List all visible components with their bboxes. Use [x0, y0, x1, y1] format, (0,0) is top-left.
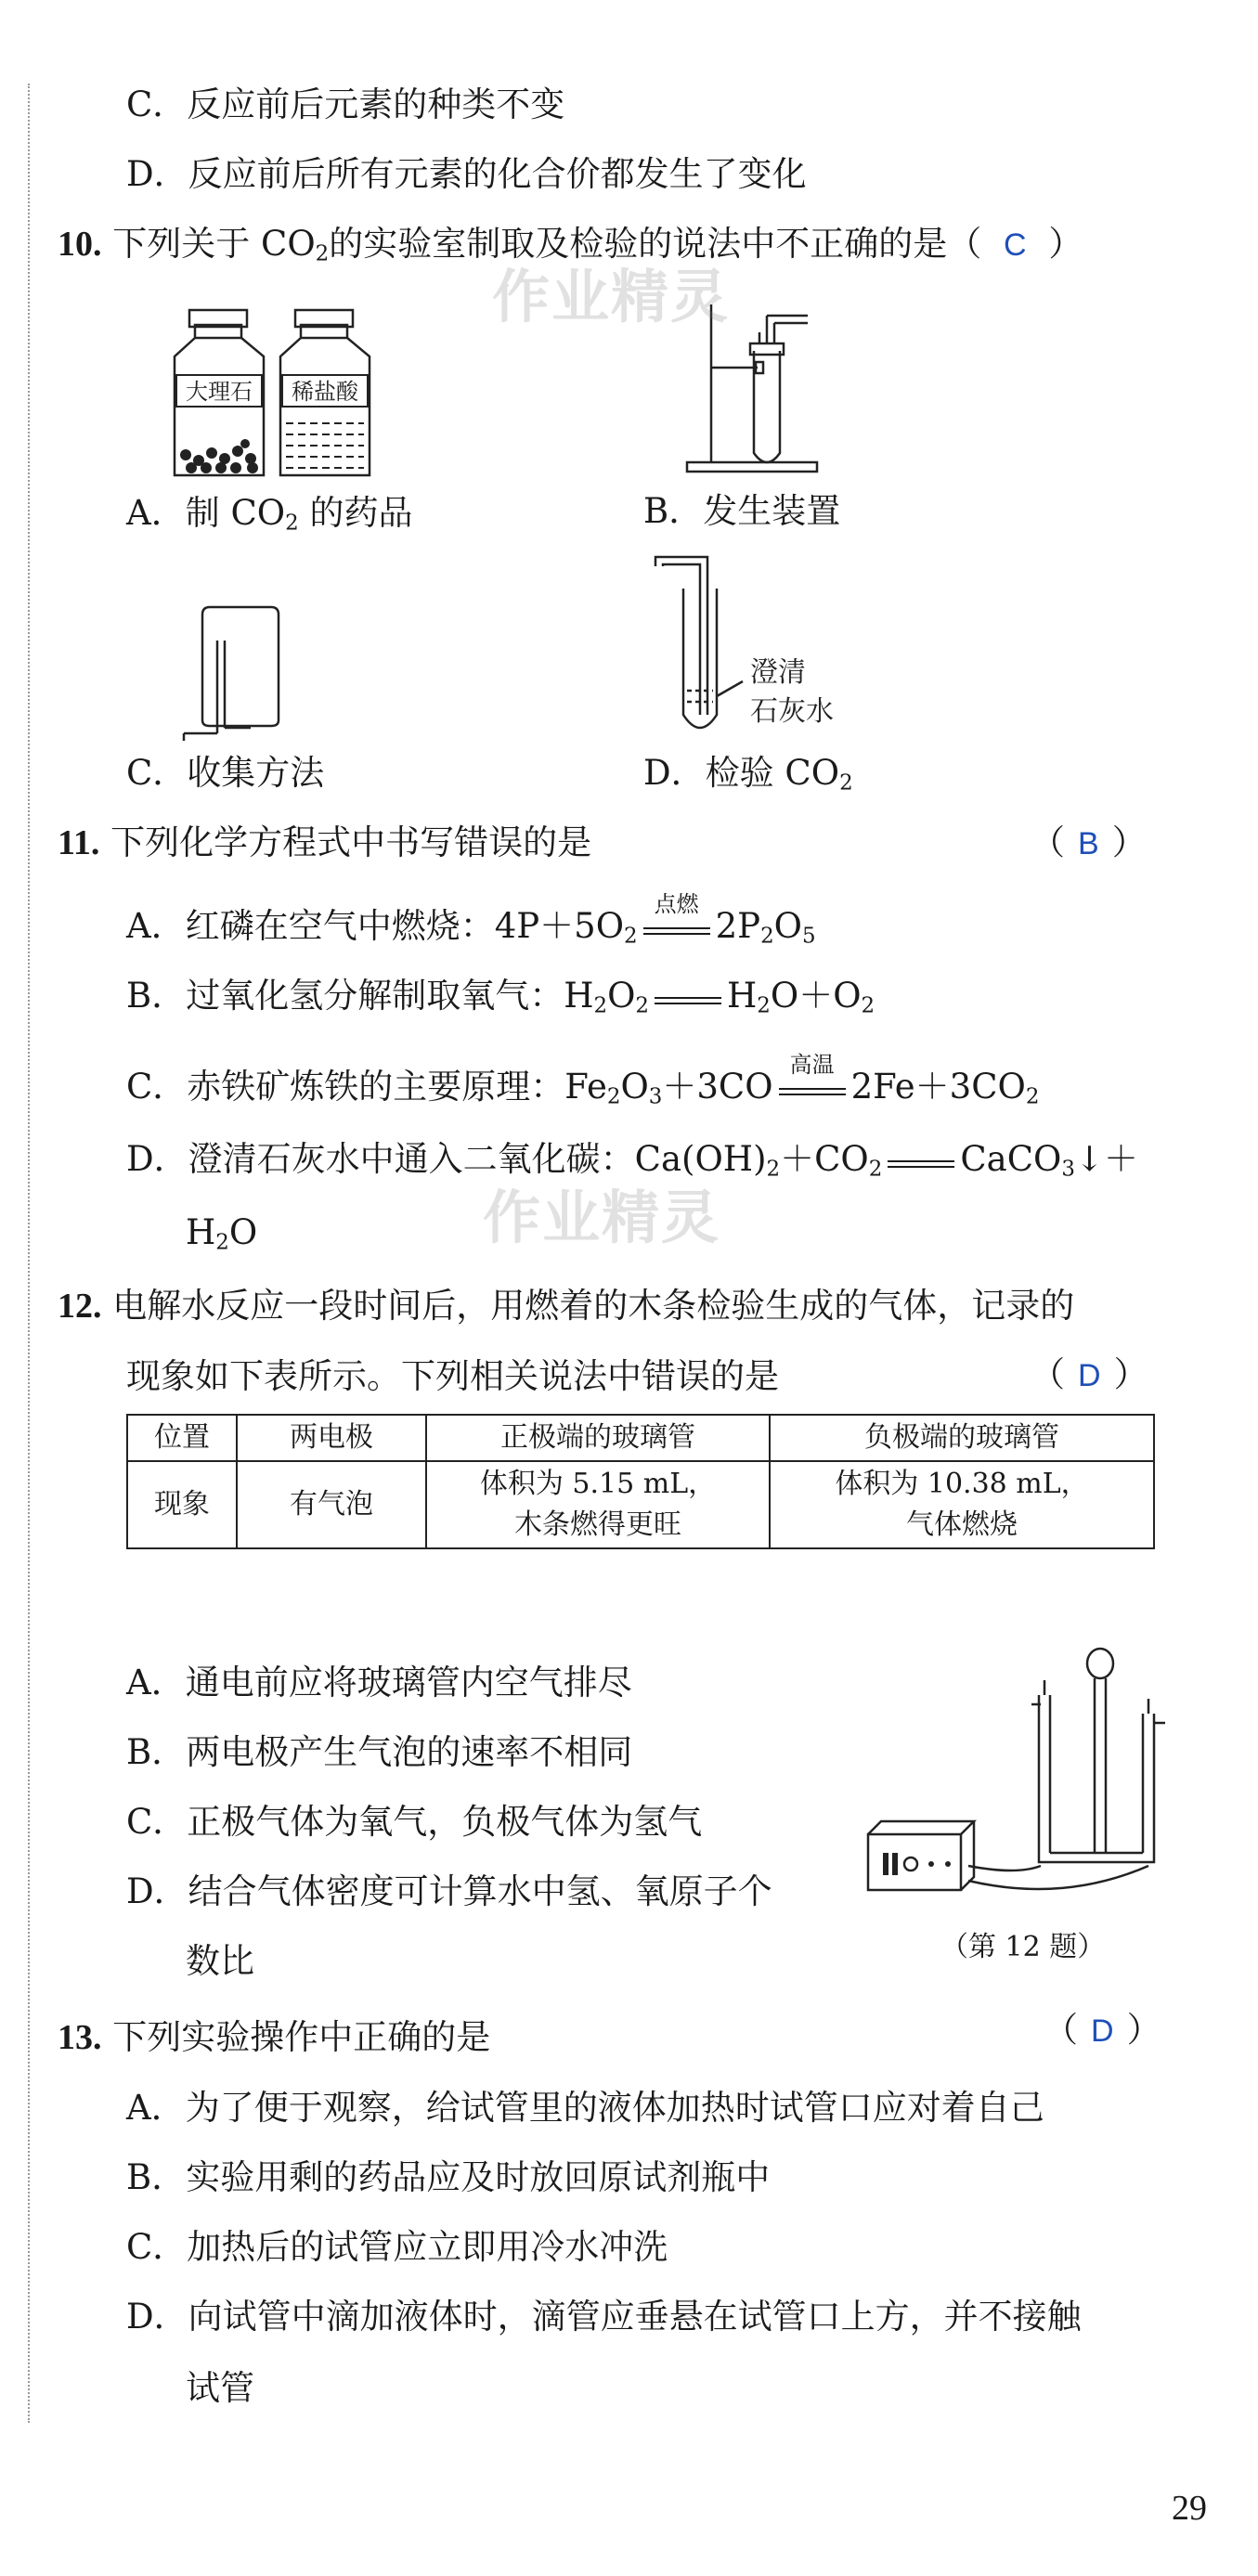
q11-stem: 11. 下列化学方程式中书写错误的是	[58, 822, 592, 862]
table-header: 两电极	[237, 1415, 426, 1461]
marble-label: 大理石	[186, 379, 253, 405]
q12-option-d-line1: D．结合气体密度可计算水中氢、氧原子个	[126, 1871, 772, 1911]
table-cell: 有气泡	[237, 1461, 426, 1548]
table-row-label: 现象	[127, 1461, 237, 1548]
marble-bottle	[175, 310, 264, 475]
q12-number: 12.	[58, 1287, 102, 1326]
watermark: 作业精灵	[483, 1184, 721, 1251]
q10-number: 10.	[58, 225, 102, 264]
q13-option-d-line1: D．向试管中滴加液体时，滴管应垂悬在试管口上方，并不接触	[126, 2297, 1082, 2337]
table-header-row	[127, 1415, 1154, 1461]
q13-option-c: C．加热后的试管应立即用冷水冲洗	[126, 2227, 668, 2267]
q9-option-d: D．反应前后所有元素的化合价都发生了变化	[126, 154, 807, 194]
q13-number: 13.	[58, 2018, 102, 2057]
q10-option-a: A．制 $CO_2$ 的药品	[126, 493, 413, 536]
table-cell: 体积为 10.38 mL， 气体燃烧	[770, 1461, 1154, 1548]
q13-answer: D	[1091, 2013, 1114, 2049]
q12-option-b: B．两电极产生气泡的速率不相同	[126, 1732, 633, 1772]
limewater-test-figure	[650, 551, 836, 737]
q11-option-b: B．过氧化氢分解制取氧气：$H_2O_2$ $H_2O+O_2$	[126, 976, 875, 1018]
q12-option-c: C．正极气体为氧气，负极气体为氢气	[126, 1802, 703, 1842]
q12-figure-caption: （第 12 题）	[940, 1931, 1106, 1963]
q10-option-b: B．发生装置	[643, 491, 841, 531]
q10-option-c: C．收集方法	[126, 753, 325, 793]
q11-option-c: C．赤铁矿炼铁的主要原理：$Fe_2O_3+3CO$ 高温 $2Fe+3CO_2$	[126, 1051, 1040, 1109]
electrolysis-apparatus-figure	[859, 1643, 1165, 1912]
watermark: 作业精灵	[492, 263, 731, 330]
q13-option-a: A．为了便于观察，给试管里的液体加热时试管口应对着自己	[126, 2088, 1044, 2128]
q9-option-c: C．反应前后元素的种类不变	[126, 84, 565, 124]
q12-option-a: A．通电前应将玻璃管内空气排尽	[126, 1663, 632, 1702]
q11-option-d: D．澄清石灰水中通入二氧化碳：$Ca(OH)_2+CO_2$ CaCO$_3$↓＋	[126, 1139, 1138, 1182]
q11-option-a: A．红磷在空气中燃烧：$4P+5O_2$ 点燃 $2P_2O_5$	[126, 890, 816, 949]
q11-answer: B	[1078, 826, 1099, 861]
acid-label: 稀盐酸	[292, 379, 358, 405]
observation-table	[126, 1414, 1155, 1549]
hydrochloric-acid-bottle	[280, 310, 370, 475]
table-row	[127, 1461, 1154, 1548]
limewater-label-1: 澄清	[750, 656, 806, 689]
table-header: 位置	[127, 1415, 237, 1461]
q10-option-d: D．检验 $CO_2$	[643, 753, 853, 796]
margin-dotted-rule	[28, 84, 30, 2423]
table-cell: 体积为 5.15 mL， 木条燃得更旺	[426, 1461, 770, 1548]
q11-answer-paren: （ B ）	[1031, 822, 1147, 862]
q10-stem: 10. 下列关于 $CO_2$的实验室制取及检验的说法中不正确的是（ C ）	[58, 224, 1083, 266]
q12-stem-line1: 12. 电解水反应一段时间后，用燃着的木条检验生成的气体，记录的	[58, 1286, 1075, 1326]
gas-collection-figure	[176, 603, 288, 743]
q10-answer: C	[1004, 227, 1027, 263]
table-header: 负极端的玻璃管	[770, 1415, 1154, 1461]
q12-answer: D	[1078, 1358, 1101, 1393]
limewater-label-2: 石灰水	[750, 695, 834, 728]
reaction-condition-ignite: 点燃	[643, 915, 710, 943]
reagent-bottles-figure	[163, 304, 386, 490]
reaction-condition-high-temp: 高温	[779, 1076, 846, 1104]
page-number: 29	[1172, 2489, 1207, 2528]
q12-stem-line2: 现象如下表所示。下列相关说法中错误的是	[126, 1356, 779, 1396]
q12-option-d-line2: 数比	[186, 1941, 254, 1981]
table-header: 正极端的玻璃管	[426, 1415, 770, 1461]
q13-stem: 13. 下列实验操作中正确的是	[58, 2017, 491, 2057]
q13-option-d-line2: 试管	[186, 2368, 254, 2408]
reaction-equal-sign	[655, 985, 721, 1013]
q11-option-d-line2: $H_2O$	[186, 1212, 258, 1255]
q13-option-b: B．实验用剩的药品应及时放回原试剂瓶中	[126, 2157, 771, 2197]
q12-answer-paren: （ D ）	[1031, 1354, 1148, 1394]
reaction-equal-sign-2	[888, 1148, 954, 1176]
q11-number: 11.	[58, 823, 100, 862]
q13-answer-paren: （ D ）	[1044, 2010, 1161, 2050]
